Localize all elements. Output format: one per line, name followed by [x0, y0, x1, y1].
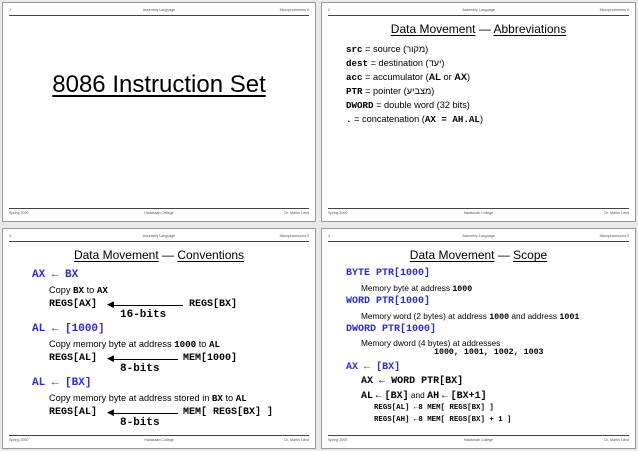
footer-author: Dr. Martin Land: [604, 438, 629, 442]
instruction-description: [49, 339, 220, 350]
header-course: Assembly Language: [142, 234, 176, 238]
abbr-definition: = double word (32 bits): [373, 100, 470, 110]
abbr-item-acc: [346, 72, 470, 83]
instruction-description: [49, 285, 108, 296]
abbr-paren: ): [466, 72, 471, 82]
abbr-or: or: [440, 72, 455, 82]
heading-separator: —: [494, 248, 514, 262]
assign-arrow: ←: [441, 391, 448, 402]
desc-addr: 1000: [174, 339, 197, 350]
abbr-definition: = concatenation (: [351, 114, 425, 124]
instr-dest: AL: [32, 377, 46, 389]
abbr-code: AX = AH.AL: [424, 114, 480, 125]
footer-institution: Hadassah College: [144, 438, 174, 442]
left-arrow-icon: ◀: [107, 299, 114, 309]
instr-src: BX: [65, 269, 79, 281]
instr-src: [BX+1]: [450, 391, 487, 402]
abbr-definition: = accumulator (: [362, 72, 429, 82]
abbr-hebrew: מצביע: [406, 86, 432, 96]
instr-dest: AL: [361, 391, 374, 402]
transfer-line: [111, 413, 178, 414]
slide-footer: [328, 435, 629, 444]
rtl-rhs: MEM[ REGS[BX] ]: [183, 407, 274, 418]
header-subject: Microprocessors II: [279, 234, 309, 238]
desc-text: to: [84, 285, 97, 295]
rtl-detail-ah: REGS[AH] ←8 MEM[ REGS[BX] + 1 ]: [374, 416, 512, 424]
slide-footer: [9, 208, 309, 217]
heading-sub: Scope: [513, 248, 548, 262]
byte-ptr-description: [361, 283, 472, 294]
slide-header: [328, 7, 629, 16]
abbr-item-dword: [346, 100, 470, 111]
footer-institution: Hadassah College: [463, 438, 494, 442]
word-ptr-description: [361, 311, 579, 322]
instr-dest: AL: [32, 323, 46, 335]
slide-footer: [9, 435, 309, 444]
abbr-term: PTR: [346, 86, 363, 97]
abbr-hebrew: יעד: [428, 58, 442, 68]
header-course: Assembly Language: [142, 8, 176, 12]
desc-text: Copy: [49, 285, 74, 295]
rtl-detail-al: REGS[AL] ←8 MEM[ REGS[BX] ]: [374, 404, 494, 412]
footer-institution: Hadassah College: [463, 211, 494, 215]
footer-term: Spring 2000: [9, 438, 29, 442]
word-ptr-equivalent: [361, 376, 463, 387]
desc-reg: BX: [73, 285, 85, 296]
instr-src: [1000]: [65, 323, 105, 335]
instruction-mov-ax-indirect: [346, 362, 400, 373]
instr-src: [BX]: [65, 377, 92, 389]
transfer-line: [111, 359, 178, 360]
instr-dest: AX: [361, 376, 374, 387]
dword-ptr-description: Memory dword (4 bytes) at addresses: [361, 338, 501, 348]
abbr-paren: ): [425, 44, 429, 54]
slide-number: 2: [328, 8, 330, 12]
abbr-term: acc: [346, 72, 363, 83]
abbr-item-dest: [346, 58, 444, 69]
instr-dest: AH: [427, 391, 440, 402]
footer-term: Spring 2000: [328, 438, 348, 442]
heading-main: Data Movement: [409, 248, 495, 262]
dword-ptr-operand: DWORD PTR[1000]: [346, 324, 437, 335]
abbr-term: DWORD: [346, 100, 374, 111]
desc-text: to: [222, 393, 236, 403]
footer-author: Dr. Martin Land: [284, 438, 309, 442]
left-arrow-icon: ◀: [107, 353, 114, 363]
dword-addresses: 1000, 1001, 1002, 1003: [434, 348, 544, 357]
header-subject: Microprocessors II: [279, 8, 309, 12]
presentation-title: 8086 Instruction Set: [52, 71, 266, 98]
abbr-paren: ): [479, 114, 484, 124]
assign-arrow: ←: [51, 377, 59, 389]
footer-author: Dr. Martin Land: [604, 211, 629, 215]
byte-ptr-operand: BYTE PTR[1000]: [346, 268, 431, 279]
instr-src: [BX]: [384, 391, 409, 402]
bit-width-label: 8-bits: [120, 417, 160, 429]
rtl-lhs: REGS[AL]: [49, 407, 98, 418]
heading-separator: —: [475, 22, 494, 36]
desc-text: Copy memory byte at address: [49, 339, 175, 349]
rtl-rhs: MEM[1000]: [183, 353, 238, 364]
desc-addr: 1000: [489, 313, 510, 322]
header-subject: Microprocessors II: [599, 8, 629, 12]
desc-text: Memory word (2 bytes) at address: [361, 311, 490, 321]
desc-reg: BX: [211, 393, 223, 404]
heading-separator: —: [158, 248, 178, 262]
bit-width-label: 8-bits: [120, 363, 160, 375]
word-ptr-operand: WORD PTR[1000]: [346, 296, 431, 307]
abbr-hebrew: מקור: [406, 44, 426, 54]
footer-term: Spring 2000: [328, 211, 348, 215]
abbr-item-ptr: [346, 86, 434, 97]
heading-main: Data Movement: [390, 22, 476, 36]
desc-reg: AX: [96, 285, 108, 296]
abbr-paren: ): [441, 58, 445, 68]
abbr-item-concat: [346, 114, 483, 125]
abbr-reg-ax: AX: [454, 72, 467, 82]
transfer-line: [111, 305, 183, 306]
conj-text: and: [408, 390, 428, 400]
footer-term: Spring 2000: [9, 211, 29, 215]
abbr-term: .: [346, 114, 352, 125]
instr-src: WORD PTR[BX]: [391, 376, 464, 387]
rtl-lhs: REGS[AX]: [49, 299, 98, 310]
footer-author: Dr. Martin Land: [284, 211, 309, 215]
left-arrow-icon: ◀: [107, 407, 114, 417]
header-subject: Microprocessors II: [599, 234, 629, 238]
slide-number: 1: [9, 8, 11, 12]
instr-dest: AX: [346, 362, 359, 373]
slide-header: [9, 7, 309, 16]
slide-header: [9, 233, 309, 242]
instruction-mov-al-indirect: [32, 377, 91, 389]
heading-sub: Conventions: [177, 248, 245, 262]
slide-title[interactable]: [2, 2, 316, 222]
desc-text: Copy memory byte at address stored in: [49, 393, 212, 403]
slide-abbreviations[interactable]: [321, 2, 636, 222]
desc-reg: AL: [208, 339, 220, 350]
heading-sub: Abbreviations: [493, 22, 567, 36]
instruction-mov-al-mem: [32, 323, 105, 335]
abbr-definition: = destination (: [368, 58, 429, 68]
abbr-item-src: [346, 44, 428, 55]
desc-addr: 1001: [559, 313, 580, 322]
abbr-reg-al: AL: [428, 72, 441, 82]
slide-number: 4: [328, 234, 330, 238]
desc-text: to: [196, 339, 209, 349]
desc-text: Memory byte at address: [361, 283, 453, 293]
slide-heading: [322, 22, 635, 36]
desc-addr: 1000: [452, 285, 473, 294]
instruction-description: [49, 393, 247, 404]
slide-footer: [328, 208, 629, 217]
abbr-definition: = pointer (: [362, 86, 407, 96]
header-course: Assembly Language: [462, 8, 495, 12]
heading-main: Data Movement: [73, 248, 159, 262]
desc-reg: AL: [235, 393, 247, 404]
bit-width-label: 16-bits: [120, 309, 167, 321]
slide-header: [328, 233, 629, 242]
slide-conventions[interactable]: [2, 228, 316, 449]
assign-arrow: ←: [364, 362, 371, 373]
slide-heading: [3, 248, 315, 262]
footer-institution: Hadassah College: [144, 211, 174, 215]
rtl-lhs: REGS[AL]: [49, 353, 98, 364]
instr-src: [BX]: [376, 362, 401, 373]
abbr-definition: = source (: [362, 44, 407, 54]
header-course: Assembly Language: [462, 234, 495, 238]
assign-arrow: ←: [51, 323, 59, 335]
slide-number: 3: [9, 234, 11, 238]
abbr-term: src: [346, 44, 363, 55]
instruction-mov-ax-bx: [32, 269, 78, 281]
instr-dest: AX: [32, 269, 46, 281]
assign-arrow: ←: [51, 269, 59, 281]
byte-split-equivalent: [361, 390, 487, 402]
desc-text: and address: [509, 311, 560, 321]
rtl-rhs: REGS[BX]: [189, 299, 238, 310]
slide-heading: [322, 248, 635, 262]
abbr-paren: ): [431, 86, 435, 96]
assign-arrow: ←: [379, 376, 386, 387]
abbr-term: dest: [346, 58, 369, 69]
assign-arrow: ←: [375, 391, 382, 402]
slide-scope[interactable]: [321, 228, 636, 449]
